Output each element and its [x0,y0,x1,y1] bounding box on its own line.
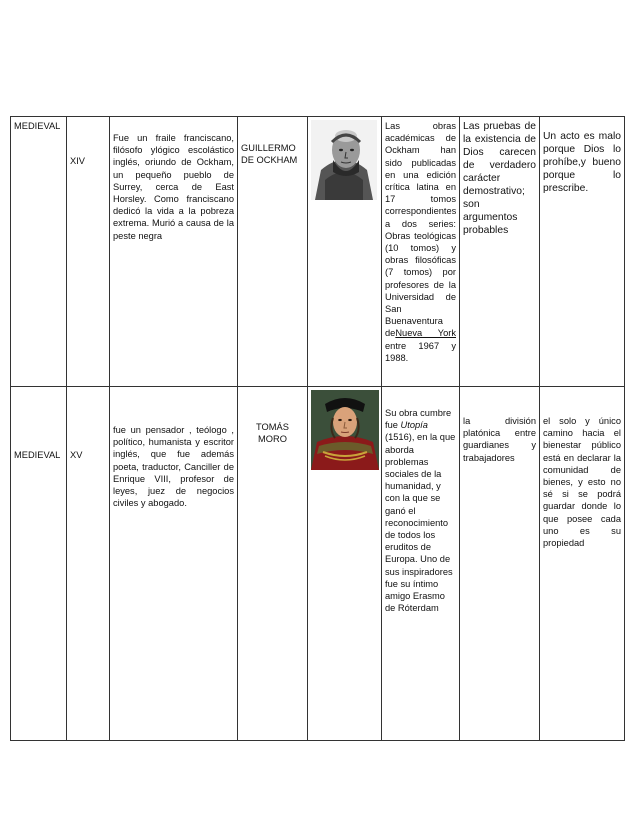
proof-cell: la división platónica entre guardianes y trabajadores [460,387,540,741]
name-line: GUILLERMO [241,143,296,153]
philosophers-table [10,116,625,741]
moral-act-cell: Un acto es malo porque Dios lo prohíbe,y bueno porque lo prescribe. [540,117,625,387]
portrait-cell [308,387,382,741]
century-cell: XIV [67,117,110,387]
works-text-end: (1516), en la que aborda problemas sociales de la humanidad, y con la que se ganó el reconocimiento de todos los eruditos de Europa. Uno de sus inspiradores fue su íntimo amigo Erasmo de Róterdam [385,432,456,614]
nueva-york-link[interactable]: Nueva York [395,328,456,339]
proof-cell: Las pruebas de la existencia de Dios carecen de verdadero carácter demostrativo; son argumentos probables [460,117,540,387]
monk-portrait-icon [311,120,377,200]
era-cell: MEDIEVAL [11,117,67,387]
works-text-end: entre 1967 y 1988. [385,340,456,363]
table-row [11,117,625,387]
works-text: Las obras académicas de Ockham han sido publicadas en una edición crítica latina en 17 tomos correspondientes a dos series: Obras teológicas (10 tomos) y obras filosóficas (7 tomos) por profesores de la Universidad de San Buenaventura de [385,121,457,339]
utopia-title: Utopía [400,420,428,431]
works-text: Su obra cumbre fue [385,408,452,431]
works-cell [382,117,460,387]
table-row [11,387,625,741]
century-cell: XV [67,387,110,741]
biography-cell: Fue un fraile franciscano, filósofo ylógico escolástico inglés, oriundo de Ockham, un pequeño pueblo de Surrey, cerca de East Horsley. Como franciscano dedicó la vida a la pobreza extrema. Murió a causa de la peste negra [110,117,238,387]
biography-cell: fue un pensador , teólogo , político, humanista y escritor inglés, que fue además poeta, traductor, Canciller de Enrique VIII, profesor de leyes, juez de negocios civiles y abogado. [110,387,238,741]
name-line: TOMÁS [256,422,289,432]
philosopher-name-cell [238,117,308,387]
works-cell [382,387,460,741]
name-line: DE OCKHAM [241,155,298,166]
renaissance-portrait-icon [311,390,379,470]
moral-act-cell: el solo y único camino hacia el bienestar público está en declarar la comunidad de bienes, y esto no sé si se podrá guardar donde lo que posee cada uno es su propiedad [540,387,625,741]
philosopher-name-cell [238,387,308,741]
portrait-cell [308,117,382,387]
name-line: MORO [258,434,287,445]
era-cell: MEDIEVAL [11,387,67,741]
